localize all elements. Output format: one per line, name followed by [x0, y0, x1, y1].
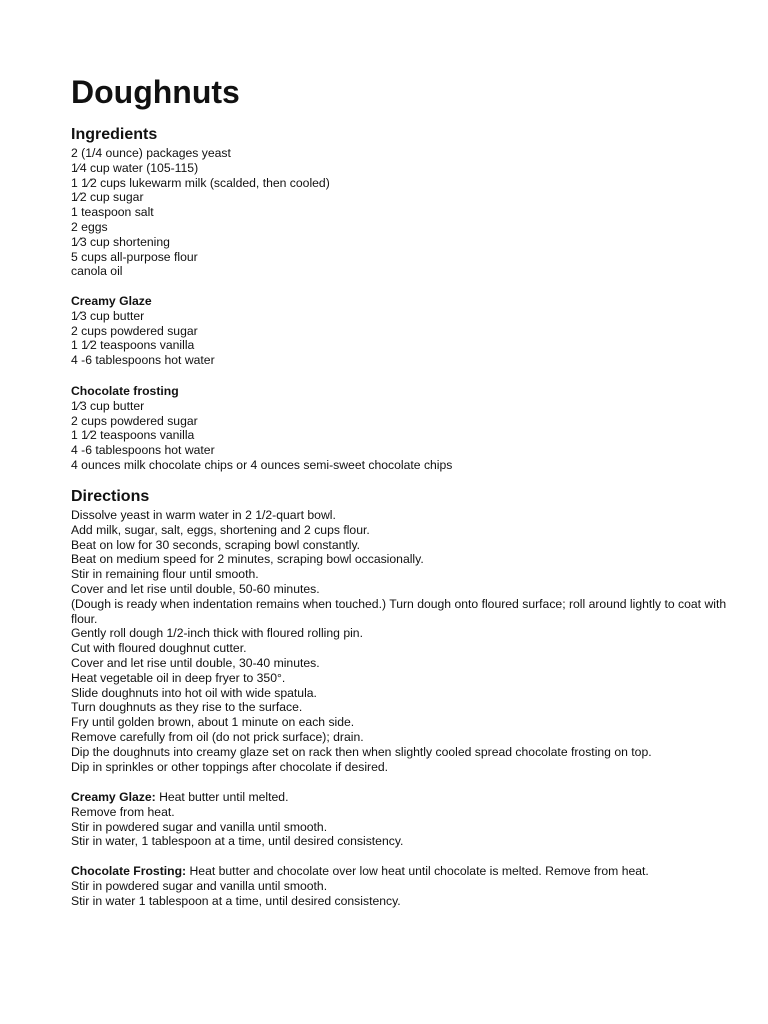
- chocolate-frosting-label: Chocolate Frosting:: [71, 864, 187, 878]
- chocolate-frosting-directions: [71, 864, 731, 908]
- direction-step: Dip the doughnuts into creamy glaze set on rack then when slightly cooled spread chocolate frosting on top.: [71, 744, 652, 759]
- ingredient-item: canola oil: [71, 264, 123, 279]
- ingredient-item: 1 1⁄2 teaspoons vanilla: [71, 428, 195, 443]
- ingredient-item: 1⁄3 cup butter: [71, 308, 145, 323]
- direction-step: Remove carefully from oil (do not prick surface); drain.: [71, 729, 364, 744]
- creamy-glaze-heading: Creamy Glaze: [71, 294, 152, 308]
- direction-step: Beat on medium speed for 2 minutes, scraping bowl occasionally.: [71, 552, 424, 567]
- direction-step: Heat vegetable oil in deep fryer to 350°.: [71, 670, 286, 685]
- direction-step: Cover and let rise until double, 30-40 minutes.: [71, 655, 320, 670]
- creamy-glaze-step: Stir in powdered sugar and vanilla until smooth.: [71, 819, 328, 834]
- chocolate-frosting-step: Stir in water 1 tablespoon at a time, until desired consistency.: [71, 893, 401, 908]
- direction-step: (Dough is ready when indentation remains when touched.) Turn dough onto floured surface; roll around lightly to coat with flour.: [71, 596, 727, 626]
- direction-step: Turn doughnuts as they rise to the surface.: [71, 700, 303, 715]
- creamy-glaze-directions: [71, 790, 731, 849]
- ingredient-item: 1⁄3 cup shortening: [71, 234, 170, 249]
- ingredient-item: 1⁄2 cup sugar: [71, 190, 144, 205]
- ingredients-heading: Ingredients: [71, 126, 158, 143]
- ingredient-item: 2 cups powdered sugar: [71, 413, 198, 428]
- ingredient-item: 1 teaspoon salt: [71, 205, 154, 220]
- ingredient-item: 1 1⁄2 teaspoons vanilla: [71, 338, 195, 353]
- directions-list: [71, 508, 731, 774]
- creamy-glaze-step: Stir in water, 1 tablespoon at a time, until desired consistency.: [71, 834, 404, 849]
- ingredient-item: 4 -6 tablespoons hot water: [71, 353, 215, 368]
- page-title: Doughnuts: [71, 74, 240, 110]
- ingredient-item: 5 cups all-purpose flour: [71, 249, 198, 264]
- direction-step: Dip in sprinkles or other toppings after chocolate if desired.: [71, 759, 389, 774]
- direction-step: Beat on low for 30 seconds, scraping bowl constantly.: [71, 537, 361, 552]
- ingredient-item: 2 (1/4 ounce) packages yeast: [71, 146, 231, 160]
- creamy-glaze-label: Creamy Glaze:: [71, 790, 156, 804]
- directions-heading: Directions: [71, 488, 150, 505]
- direction-step: Dissolve yeast in warm water in 2 1/2-quart bowl.: [71, 508, 336, 522]
- ingredient-item: 4 -6 tablespoons hot water: [71, 443, 215, 458]
- ingredient-item: 1⁄3 cup butter: [71, 398, 145, 413]
- ingredient-item: 2 eggs: [71, 219, 108, 234]
- ingredient-item: 4 ounces milk chocolate chips or 4 ounces semi-sweet chocolate chips: [71, 457, 453, 472]
- direction-step: Fry until golden brown, about 1 minute on each side.: [71, 715, 355, 730]
- direction-step: Add milk, sugar, salt, eggs, shortening and 2 cups flour.: [71, 522, 370, 537]
- chocolate-frosting-ingredients: [71, 384, 731, 473]
- creamy-glaze-first-text: Heat butter until melted.: [155, 790, 289, 804]
- direction-step: Slide doughnuts into hot oil with wide spatula.: [71, 685, 317, 700]
- chocolate-frosting-step: Stir in powdered sugar and vanilla until smooth.: [71, 878, 328, 893]
- ingredient-item: 2 cups powdered sugar: [71, 323, 198, 338]
- chocolate-frosting-heading: Chocolate frosting: [71, 384, 179, 398]
- chocolate-frosting-first-line: [71, 864, 731, 879]
- ingredients-list: [71, 146, 731, 279]
- direction-step: Gently roll dough 1/2-inch thick with floured rolling pin.: [71, 626, 363, 641]
- creamy-glaze-ingredients: [71, 294, 731, 368]
- direction-step: Cover and let rise until double, 50-60 minutes.: [71, 581, 320, 596]
- creamy-glaze-step: Remove from heat.: [71, 804, 175, 819]
- chocolate-frosting-first-text: Heat butter and chocolate over low heat until chocolate is melted. Remove from heat.: [186, 864, 649, 878]
- ingredient-item: 1 1⁄2 cups lukewarm milk (scalded, then cooled): [71, 175, 330, 190]
- direction-step: Cut with floured doughnut cutter.: [71, 641, 247, 656]
- ingredient-item: 1⁄4 cup water (105-115): [71, 160, 199, 175]
- creamy-glaze-first-line: [71, 790, 731, 805]
- direction-step: Stir in remaining flour until smooth.: [71, 567, 259, 582]
